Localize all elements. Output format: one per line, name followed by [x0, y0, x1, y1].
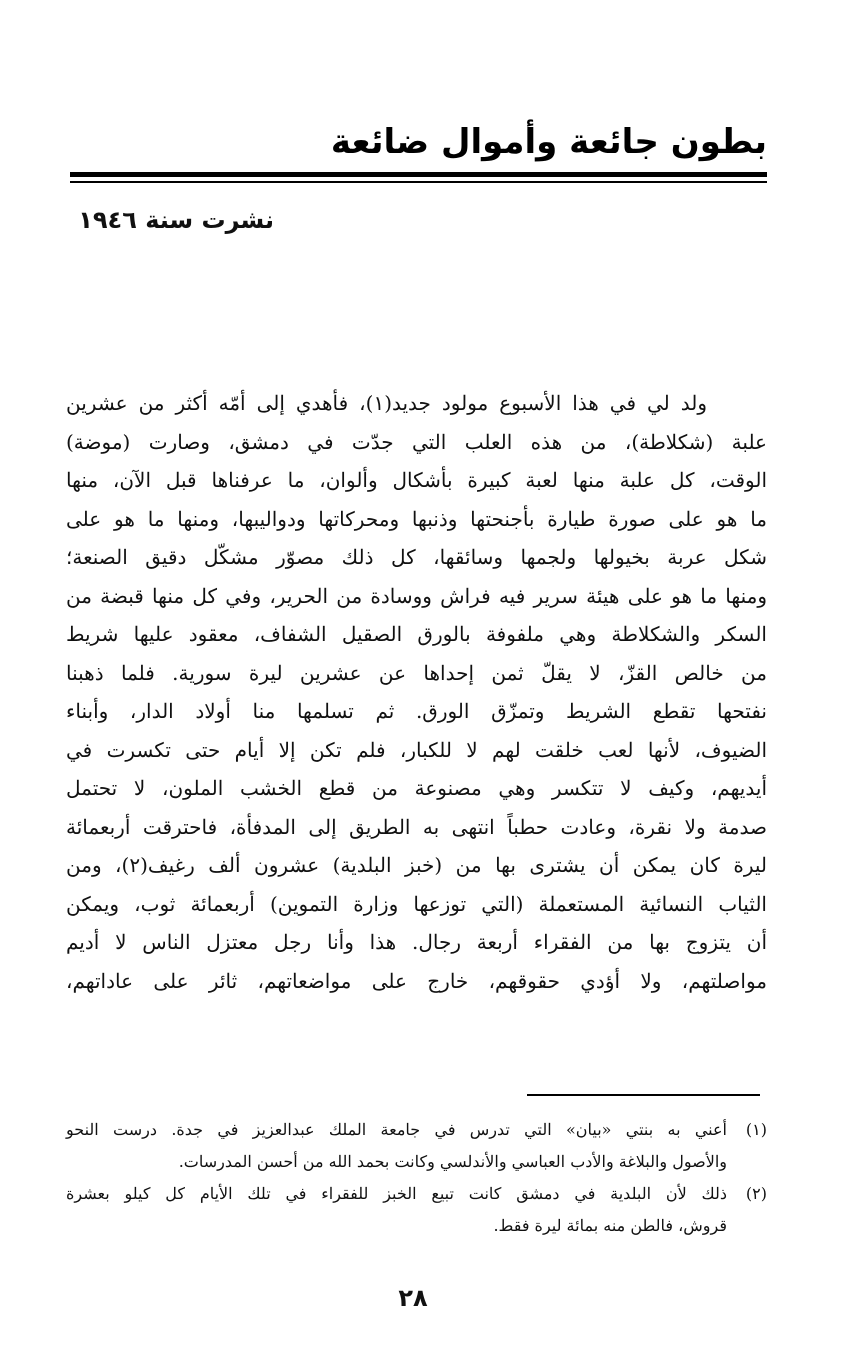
- body-line: الضيوف، لأنها لعب خلقت لهم لا للكبار، فلم تكن إلا أيام حتى تكسرت في: [66, 737, 767, 762]
- body-line: ولد لي في هذا الأسبوع مولود جديد(١)، فأهدي إلى أمّه أكثر من عشرين: [66, 391, 707, 415]
- footnote-2: [66, 1178, 767, 1242]
- body-line: أيديهم، وكيف لا تتكسر وهي مصنوعة من قطع الخشب الملون، لا تحتمل: [66, 776, 767, 800]
- footnote-text: [66, 1178, 727, 1242]
- body-line: أن يتزوج بها من الفقراء أربعة رجال. هذا وأنا رجل معتزل الناس لا أديم: [66, 930, 767, 954]
- body-line: مواصلتهم، ولا أؤدي حقوقهم، خارج على مواضعاتهم، ثائر على عاداتهم،: [66, 968, 767, 993]
- title-rule-thick: [70, 172, 767, 177]
- body-paragraph: [66, 384, 767, 1000]
- body-line: السكر والشكلاطة وهي ملفوفة بالورق الصقيل الشفاف، معقود عليها شريط: [66, 622, 767, 646]
- footnotes: [66, 1114, 767, 1242]
- publication-note: نشرت سنة ١٩٤٦: [78, 206, 274, 234]
- footnote-line: قروش، فالطن منه بمائة ليرة فقط.: [493, 1216, 727, 1235]
- body-line: صدمة ولا نقرة، وعادت حطباً انتهى به الطريق إلى المدفأة، فاحترقت أربعمائة: [66, 814, 767, 839]
- footnote-line: والأصول والبلاغة والأدب العباسي والأندلسي وكانت بحمد الله من أحسن المدرسات.: [178, 1152, 727, 1171]
- footnote-text: [66, 1114, 727, 1178]
- body-line: نفتحها تقطع الشريط وتمزّق الورق. ثم تسلمها منا أولاد الدار، وأبناء: [66, 699, 767, 723]
- body-line: علبة (شكلاطة)، من هذه العلب التي جدّت في دمشق، وصارت (موضة): [66, 429, 767, 454]
- body-line: الثياب النسائية المستعملة (التي توزعها وزارة التموين) أربعمائة ثوب، ويمكن: [66, 891, 767, 916]
- footnote-separator: [527, 1094, 760, 1096]
- footnote-1: [66, 1114, 767, 1178]
- body-line: ما هو على صورة طيارة بأجنحتها وذنبها ومحركاتها ودواليبها، ومنها ما هو على: [66, 506, 767, 531]
- body-line: ومنها ما هو على هيئة سرير فيه فراش ووسادة من الحرير، وفي كل منها قبضة من: [66, 583, 768, 608]
- page-number: ٢٨: [398, 1284, 428, 1312]
- title-rule-thin: [70, 181, 767, 183]
- body-line: ليرة كان يمكن أن يشترى بها من (خبز البلدية) عشرون ألف رغيف(٢)، ومن: [66, 853, 767, 877]
- footnote-line: ذلك لأن البلدية في دمشق كانت تبيع الخبز للفقراء في تلك الأيام كل كيلو بعشرة: [66, 1184, 727, 1203]
- body-line: الوقت، كل علبة منها لعبة كبيرة بأشكال وألوان، ما عرفناها قبل الآن، منها: [66, 468, 767, 492]
- footnote-line: أعني به بنتي «بيان» التي تدرس في جامعة الملك عبدالعزيز في جدة. درست النحو: [66, 1120, 727, 1139]
- footnote-marker: (١): [745, 1120, 767, 1139]
- footnote-marker: (٢): [745, 1184, 767, 1203]
- body-line: شكل عربة بخيولها ولجمها وسائقها، كل ذلك مصوّر مشكّل دقيق الصنعة؛: [66, 545, 767, 569]
- body-line: من خالص القزّ، لا يقلّ ثمن إحداها عن عشرين ليرة سورية. فلما ذهبنا: [66, 660, 767, 685]
- chapter-title: بطون جائعة وأموال ضائعة: [330, 122, 767, 162]
